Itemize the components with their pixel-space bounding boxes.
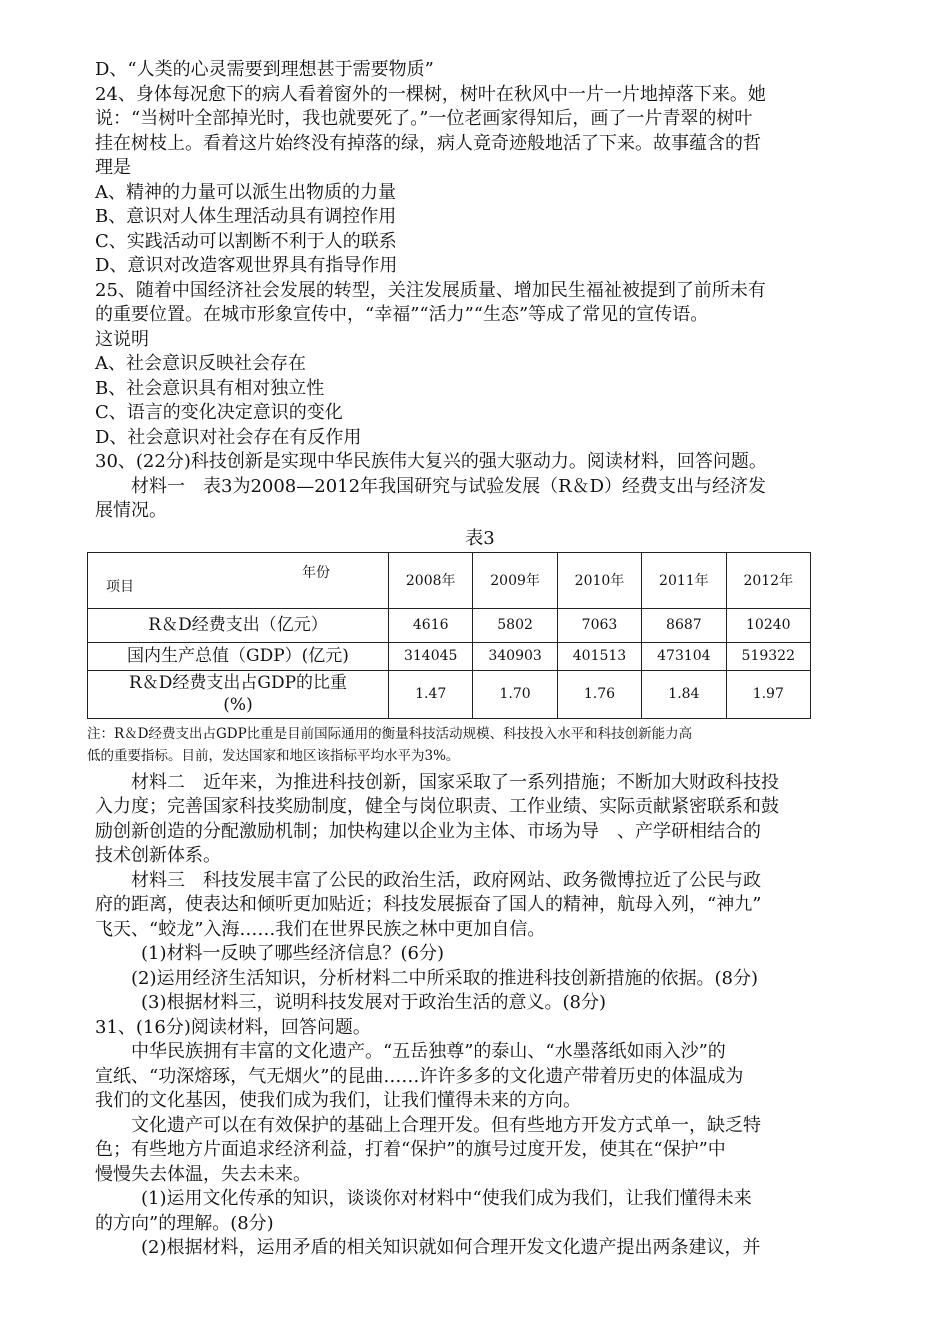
q30-stem: 30、(22分)科技创新是实现中华民族伟大复兴的强大驱动力。阅读材料，回答问题。 [95, 451, 767, 472]
table-corner-cell [88, 552, 389, 608]
table-cell: 473104 [642, 642, 726, 670]
q31-sub-1: (1)运用文化传承的知识，谈谈你对材料中“使我们成为我们，让我们懂得未来 [141, 1188, 752, 1209]
q31-stem: 31、(16分)阅读材料，回答问题。 [95, 1016, 371, 1038]
q24-option-c: C、实践活动可以割断不利于人的联系 [95, 230, 397, 252]
q31-material: 中华民族拥有丰富的文化遗产。“五岳独尊”的泰山、“水墨落纸如雨入沙”的 [131, 1041, 726, 1062]
table-cell: 1.76 [557, 670, 641, 718]
material-three-text: 材料三 科技发展丰富了公民的政治生活，政府网站、政务微博拉近了公民与政 [131, 869, 761, 891]
option-d-prev: D、“人类的心灵需要到理想甚于需要物质” [95, 59, 434, 80]
q25-option-b: B、社会意识具有相对独立性 [95, 377, 325, 399]
q25-stem: 25、随着中国经济社会发展的转型，关注发展质量、增加民生福祉被提到了前所未有 [95, 279, 766, 301]
q24-option-a: A、精神的力量可以派生出物质的力量 [95, 181, 396, 203]
table-cell: 1.97 [726, 670, 810, 718]
table-cell: 401513 [557, 642, 641, 670]
year-header: 2009年 [473, 552, 557, 608]
q30-sub-1: (1)材料一反映了哪些经济信息？(6分) [141, 943, 444, 964]
q25-option-d: D、社会意识对社会存在有反作用 [95, 426, 362, 448]
q25-option-c: C、语言的变化决定意识的变化 [95, 402, 343, 423]
year-header: 2008年 [389, 552, 473, 608]
row-label: 国内生产总值（GDP）(亿元) [88, 642, 389, 670]
year-header: 2010年 [557, 552, 641, 608]
material-one [95, 475, 865, 524]
table-row [88, 642, 811, 670]
material-two [95, 771, 865, 869]
material-three [95, 869, 865, 943]
row-label-line: (%) [223, 695, 253, 715]
q31-material: 慢慢失去体温，失去未来。 [95, 1163, 311, 1185]
material-one-text: 展情况。 [95, 500, 167, 521]
q30-sub-3: (3)根据材料三，说明科技发展对于政治生活的意义。(8分) [141, 992, 606, 1013]
questions-24-25 [95, 58, 865, 475]
material-two-text: 励创新创造的分配激励机制；加快构建以企业为主体、市场为导 、产学研相结合的 [95, 820, 761, 842]
rd-table [87, 552, 811, 719]
table-cell: 314045 [389, 642, 473, 670]
table-row [88, 670, 811, 718]
material-two-text: 入力度；完善国家科技奖励制度，健全与岗位职责、工作业绩、实际贡献紧密联系和鼓 [95, 796, 779, 817]
question-31 [95, 1016, 865, 1261]
table-cell: 10240 [726, 608, 810, 642]
year-header: 2011年 [642, 552, 726, 608]
row-label-line: R＆D经费支出占GDP的比重 [128, 673, 348, 693]
exam-page [87, 58, 865, 1261]
q25-stem: 的重要位置。在城市形象宣传中，“幸福”“活力”“生态”等成了常见的宣传语。 [95, 304, 709, 325]
q31-material: 我们的文化基因，使我们成为我们，让我们懂得未来的方向。 [95, 1090, 581, 1111]
q31-material: 文化遗产可以在有效保护的基础上合理开发。但有些地方开发方式单一，缺乏特 [131, 1114, 761, 1136]
year-header: 2012年 [726, 552, 810, 608]
note-line: 注：R＆D经费支出占GDP比重是目前国际通用的衡量科技活动规模、科技投入水平和科技创新能力高 [87, 725, 693, 742]
q24-stem: 挂在树枝上。看着这片始终没有掉落的绿，病人竟奇迹般地活了下来。故事蕴含的哲 [95, 132, 761, 154]
q25-stem: 这说明 [95, 328, 149, 350]
row-label: R＆D经费支出（亿元） [88, 608, 389, 642]
material-two-text: 技术创新体系。 [95, 845, 221, 866]
table-cell: 5802 [473, 608, 557, 642]
table-cell: 519322 [726, 642, 810, 670]
q30-sub-2: (2)运用经济生活知识，分析材料二中所采取的推进科技创新措施的依据。(8分) [131, 967, 758, 989]
table-header-row [88, 552, 811, 608]
q31-material: 宣纸、“功深熔琢，气无烟火”的昆曲……许许多多的文化遗产带着历史的体温成为 [95, 1065, 744, 1087]
q24-stem: 理是 [95, 157, 131, 178]
q24-option-b: B、意识对人体生理活动具有调控作用 [95, 206, 397, 227]
table-cell: 7063 [557, 608, 641, 642]
q30-subquestions [95, 942, 865, 1016]
table-caption: 表3 [465, 527, 495, 549]
q31-material: 色；有些地方片面追求经济利益，打着“保护”的旗号过度开发，使其在“保护”中 [95, 1139, 726, 1160]
material-three-text: 府的距离，使表达和倾听更加贴近；科技发展振奋了国人的精神，航母入列，“神九” [95, 894, 762, 915]
table-cell: 1.84 [642, 670, 726, 718]
table-cell: 4616 [389, 608, 473, 642]
table-cell: 8687 [642, 608, 726, 642]
corner-item-label: 项目 [106, 579, 134, 595]
table-cell: 1.47 [389, 670, 473, 718]
table-row [88, 608, 811, 642]
q24-stem: 24、身体每况愈下的病人看着窗外的一棵树，树叶在秋风中一片一片地掉落下来。她 [95, 83, 766, 105]
table-cell: 1.70 [473, 670, 557, 718]
table-note [87, 723, 865, 767]
material-three-text: 飞天、“蛟龙”入海……我们在世界民族之林中更加自信。 [95, 918, 546, 940]
q24-stem: 说：“当树叶全部掉光时，我也就要死了。”一位老画家得知后，画了一片青翠的树叶 [95, 108, 753, 129]
table-cell: 340903 [473, 642, 557, 670]
note-line: 低的重要指标。目前，发达国家和地区该指标平均水平为3%。 [87, 747, 460, 764]
corner-year-label: 年份 [302, 565, 330, 581]
material-two-text: 材料二 近年来，为推进科技创新，国家采取了一系列措施；不断加大财政科技投 [131, 771, 779, 793]
q24-option-d: D、意识对改造客观世界具有指导作用 [95, 255, 398, 276]
material-one-text: 材料一 表3为2008—2012年我国研究与试验发展（R＆D）经费支出与经济发 [131, 475, 767, 497]
q31-sub-1: 的方向”的理解。(8分) [95, 1212, 274, 1234]
q25-option-a: A、社会意识反映社会存在 [95, 353, 306, 374]
q31-sub-2: (2)根据材料，运用矛盾的相关知识就如何合理开发文化遗产提出两条建议，并 [141, 1237, 761, 1258]
row-label [88, 670, 389, 718]
